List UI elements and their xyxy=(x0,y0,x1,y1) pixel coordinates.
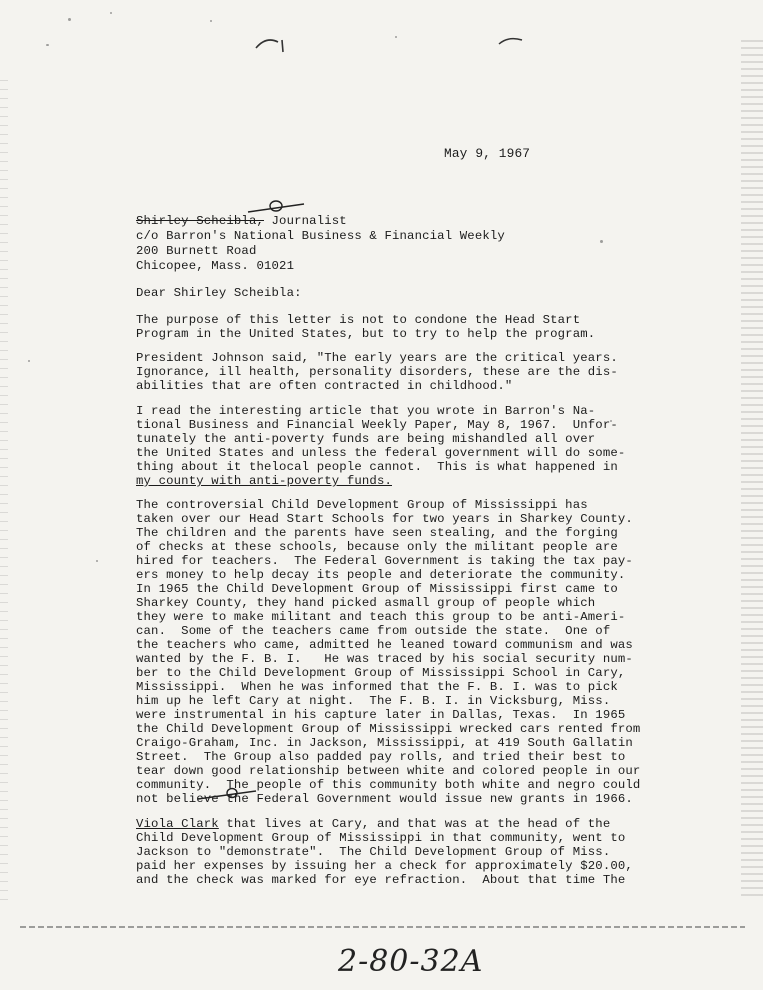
letter-date: May 9, 1967 xyxy=(444,146,531,161)
scan-bottom-line xyxy=(20,926,745,928)
paragraph-line: Ignorance, ill health, personality disorders, these are the dis- xyxy=(136,365,618,379)
paragraph-line: the Child Development Group of Mississippi wrecked cars rented from xyxy=(136,722,641,736)
speck xyxy=(46,44,49,46)
paragraph-line: thing about it thelocal people cannot. This is what happened in xyxy=(136,460,618,474)
speck xyxy=(28,360,30,362)
recipient-name-line xyxy=(136,215,347,227)
handwritten-check-icon xyxy=(196,784,258,802)
paragraph-line: tunately the anti-poverty funds are being mishandled all over xyxy=(136,432,596,446)
address-line: 200 Burnett Road xyxy=(136,244,257,258)
paragraph-line: the United States and unless the federal government will do some- xyxy=(136,446,626,460)
paragraph-line: Mississippi. When he was informed that the F. B. I. was to pick xyxy=(136,680,618,694)
paragraph-line: the teachers who came, admitted he leaned toward communism and was xyxy=(136,638,633,652)
paragraph-line: tear down good relationship between white and colored people in our xyxy=(136,764,641,778)
speck xyxy=(68,18,71,21)
paragraph-line: Street. The Group also padded pay rolls, and tried their best to xyxy=(136,750,626,764)
paragraph-line: taken over our Head Start Schools for two years in Sharkey County. xyxy=(136,512,633,526)
pen-mark-icon xyxy=(496,34,526,48)
paragraph-line: The controversial Child Development Group of Mississippi has xyxy=(136,498,588,512)
paragraph-line: my county with anti-poverty funds. xyxy=(136,474,392,488)
paragraph-line: The children and the parents have seen stealing, and the forging xyxy=(136,526,618,540)
paragraph-line: The purpose of this letter is not to condone the Head Start xyxy=(136,313,581,327)
paragraph-line: him up he left Cary at night. The F. B. I. in Vicksburg, Miss. xyxy=(136,694,611,708)
paragraph-line: of checks at these schools, because only the militant people are xyxy=(136,540,618,554)
paragraph-line: Viola Clark that lives at Cary, and that was at the head of the xyxy=(136,817,611,831)
salutation: Dear Shirley Scheibla: xyxy=(136,286,302,300)
paragraph-line: Jackson to "demonstrate". The Child Development Group of Miss. xyxy=(136,845,611,859)
paragraph-line: they were to make militant and teach this group to be anti-Ameri- xyxy=(136,610,626,624)
paragraph-line: hired for teachers. The Federal Government is taking the tax pay- xyxy=(136,554,633,568)
paragraph-line: ber to the Child Development Group of Mississippi School in Cary, xyxy=(136,666,626,680)
paragraph-line: Sharkey County, they hand picked asmall group of people which xyxy=(136,596,596,610)
scan-edge-left xyxy=(0,80,8,900)
paragraph-line: ers money to help decay its people and deteriorate the community. xyxy=(136,568,626,582)
underlined-name: Viola Clark xyxy=(136,817,219,831)
paragraph-line: Craigo-Graham, Inc. in Jackson, Mississippi, at 419 South Gallatin xyxy=(136,736,633,750)
paragraph-line: paid her expenses by issuing her a check for approximately $20.00, xyxy=(136,859,633,873)
paragraph-line: President Johnson said, "The early years are the critical years. xyxy=(136,351,618,365)
recipient-title: Journalist xyxy=(264,214,347,228)
address-line: c/o Barron's National Business & Financial Weekly xyxy=(136,229,505,243)
speck xyxy=(110,12,112,14)
paragraph-line: community. The people of this community both white and negro could xyxy=(136,778,641,792)
recipient-name: Shirley Scheibla, xyxy=(136,214,264,228)
paragraph-line: tional Business and Financial Weekly Paper, May 8, 1967. Unfor- xyxy=(136,418,618,432)
paragraph-line: Child Development Group of Mississippi in that community, went to xyxy=(136,831,626,845)
paragraph-line: can. Some of the teachers came from outside the state. One of xyxy=(136,624,611,638)
speck xyxy=(600,240,603,243)
paragraph-line: were instrumental in his capture later in Dallas, Texas. In 1965 xyxy=(136,708,626,722)
paragraph-line: Program in the United States, but to try to help the program. xyxy=(136,327,596,341)
speck xyxy=(96,560,98,562)
speck xyxy=(210,20,212,22)
paragraph-line: abilities that are often contracted in childhood." xyxy=(136,379,513,393)
paragraph-line: In 1965 the Child Development Group of Mississippi first came to xyxy=(136,582,618,596)
pen-mark-icon xyxy=(252,34,292,58)
handwritten-file-number: 2-80-32A xyxy=(338,944,484,979)
paragraph-line: not believe the Federal Government would issue new grants in 1966. xyxy=(136,792,633,806)
handwritten-check-icon xyxy=(246,196,306,216)
paragraph-line: I read the interesting article that you wrote in Barron's Na- xyxy=(136,404,596,418)
paragraph-line: wanted by the F. B. I. He was traced by his social security num- xyxy=(136,652,633,666)
speck xyxy=(395,36,397,38)
address-line: Chicopee, Mass. 01021 xyxy=(136,259,295,273)
paragraph-line: and the check was marked for eye refraction. About that time The xyxy=(136,873,626,887)
scan-edge-right xyxy=(741,40,763,900)
